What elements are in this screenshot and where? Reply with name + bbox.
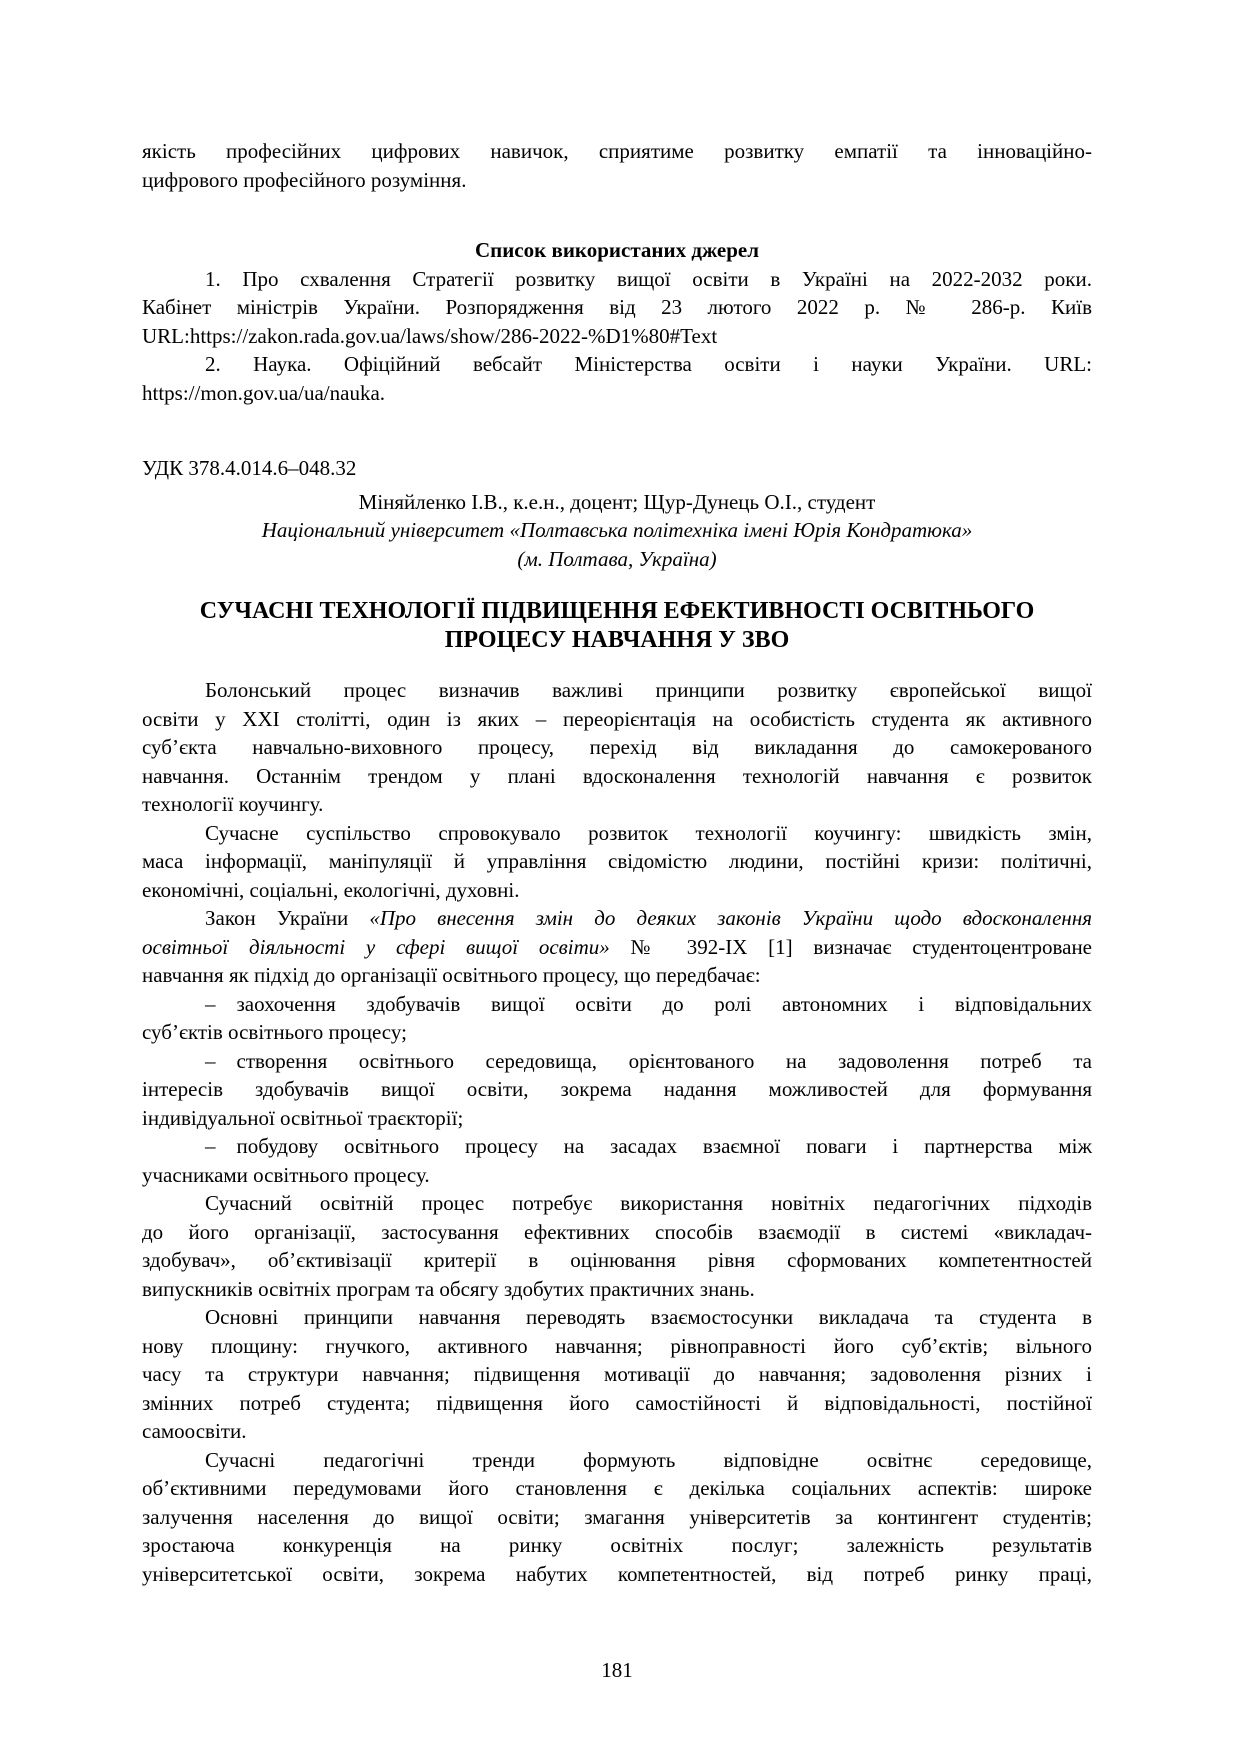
text-line xyxy=(142,379,1092,408)
text-line xyxy=(142,990,1092,1019)
text-segment: здобувач», об’єктивізації критерії в оцінювання рівня сформованих компетентностей xyxy=(142,1248,1092,1272)
text-segment: суб’єктів освітнього процесу; xyxy=(142,1020,407,1044)
text-line xyxy=(142,1189,1092,1218)
body-paragraph xyxy=(142,904,1092,990)
text-line xyxy=(142,1075,1092,1104)
text-segment: інтересів здобувачів вищої освіти, зокрема надання можливостей для формування xyxy=(142,1077,1092,1101)
text-segment: якість професійних цифрових навичок, сприятиме розвитку емпатії та інноваційно- xyxy=(142,139,1092,163)
text-line xyxy=(142,1474,1092,1503)
article-title-line: СУЧАСНІ ТЕХНОЛОГІЇ ПІДВИЩЕННЯ ЕФЕКТИВНОСТІ ОСВІТНЬОГО xyxy=(199,598,1035,624)
text-segment: – створення освітнього середовища, орієнтованого на задоволення потреб та xyxy=(205,1048,1092,1073)
text-segment: залучення населення до вищої освіти; змагання університетів за контингент студентів; xyxy=(142,1504,1092,1529)
page-number: 181 xyxy=(601,1658,633,1682)
text-line xyxy=(142,1503,1092,1532)
text-column xyxy=(142,137,1092,1685)
text-segment: цифрового професійного розуміння. xyxy=(142,167,467,192)
reference-item xyxy=(142,350,1092,407)
article-body xyxy=(142,676,1092,1588)
text-line xyxy=(142,1018,1092,1047)
text-segment: економічні, соціальні, екологічні, духовні. xyxy=(142,877,520,902)
text-segment: маса інформації, маніпуляції й управління свідомістю людини, постійні кризи: політичні, xyxy=(142,849,1092,873)
text-line xyxy=(142,322,1092,351)
text-line xyxy=(142,876,1092,905)
text-line xyxy=(142,1303,1092,1332)
text-line xyxy=(142,847,1092,876)
location-line: (м. Полтава, Україна) xyxy=(517,546,717,571)
text-line xyxy=(142,265,1092,294)
text-segment: – побудову освітнього процесу на засадах взаємної поваги і партнерства між xyxy=(205,1134,1092,1158)
text-segment: суб’єкта навчально-виховного процесу, перехід від викладання до самокерованого xyxy=(142,735,1092,759)
text-segment: 1. Про схвалення Стратегії розвитку вищої освіти в Україні на 2022-2032 роки. xyxy=(205,266,1092,291)
text-line xyxy=(142,762,1092,791)
text-line xyxy=(142,1047,1092,1076)
text-segment: Кабінет міністрів України. Розпорядження від 23 лютого 2022 р. № 286-р. Київ xyxy=(142,295,1092,319)
text-segment: Сучасний освітній процес потребує використання новітніх педагогічних підходів xyxy=(205,1191,1092,1215)
body-paragraph xyxy=(142,1446,1092,1589)
text-segment: випускників освітніх програм та обсягу здобутих практичних знань. xyxy=(142,1276,755,1301)
text-line xyxy=(142,705,1092,734)
text-line xyxy=(142,1360,1092,1389)
references-list xyxy=(142,265,1092,408)
text-line xyxy=(142,1104,1092,1133)
italic-text-segment: «Про внесення змін до деяких законів України щодо вдосконалення xyxy=(369,906,1092,930)
text-line xyxy=(142,961,1092,990)
body-paragraph xyxy=(142,1132,1092,1189)
text-segment: Сучасні педагогічні тренди формують відповідне освітнє середовище, xyxy=(205,1447,1092,1472)
text-segment: технології коучингу. xyxy=(142,792,324,816)
text-line xyxy=(142,790,1092,819)
text-line xyxy=(142,1560,1092,1589)
text-line xyxy=(142,1132,1092,1161)
text-segment: змінних потреб студента; підвищення його самостійності й відповідальності, постійної xyxy=(142,1390,1092,1415)
text-segment: освіти у XXI столітті, один із яких – переорієнтація на особистість студента як активного xyxy=(142,706,1092,731)
text-segment: 2. Наука. Офіційний вебсайт Міністерства освіти і науки України. URL: xyxy=(205,352,1092,376)
text-segment: навчання. Останнім трендом у плані вдосконалення технологій навчання є розвиток xyxy=(142,763,1092,788)
text-segment: Закон України xyxy=(205,906,370,930)
text-line xyxy=(142,733,1092,762)
text-segment: https://mon.gov.ua/ua/nauka. xyxy=(142,380,386,405)
body-paragraph xyxy=(142,990,1092,1047)
text-line xyxy=(142,933,1092,962)
text-line xyxy=(142,1389,1092,1418)
text-line xyxy=(142,166,1092,195)
text-line xyxy=(142,1446,1092,1475)
text-segment: навчання як підхід до організації освітнього процесу, що передбачає: xyxy=(142,963,761,987)
text-segment: часу та структури навчання; підвищення мотивації до навчання; задоволення різних і xyxy=(142,1362,1092,1386)
text-line xyxy=(142,1218,1092,1247)
text-line xyxy=(142,1417,1092,1446)
text-line xyxy=(142,350,1092,379)
text-line xyxy=(142,1275,1092,1304)
text-line xyxy=(142,1531,1092,1560)
text-segment: зростаюча конкуренція на ринку освітніх послуг; залежність результатів xyxy=(142,1533,1092,1557)
text-line xyxy=(142,293,1092,322)
text-segment: Сучасне суспільство спровокувало розвиток технології коучингу: швидкість змін, xyxy=(205,820,1092,845)
italic-text-segment: освітньої діяльності у сфері вищої освіти» xyxy=(142,934,610,959)
text-segment: самоосвіти. xyxy=(142,1419,247,1443)
text-line xyxy=(142,819,1092,848)
article-title-line: ПРОЦЕСУ НАВЧАННЯ У ЗВО xyxy=(444,626,790,653)
text-segment: Болонський процес визначив важливі принципи розвитку європейської вищої xyxy=(205,678,1092,702)
text-line xyxy=(142,676,1092,705)
text-line xyxy=(142,1246,1092,1275)
body-paragraph xyxy=(142,819,1092,905)
text-line xyxy=(142,1332,1092,1361)
affiliation-line: Національний університет «Полтавська політехніка імені Юрія Кондратюка» xyxy=(261,518,973,542)
text-segment: – заохочення здобувачів вищої освіти до ролі автономних і відповідальних xyxy=(205,991,1092,1016)
body-paragraph xyxy=(142,676,1092,819)
udc-line: УДК 378.4.014.6–048.32 xyxy=(142,456,357,480)
text-line xyxy=(142,904,1092,933)
previous-article-ending xyxy=(142,137,1092,194)
text-segment: до його організації, застосування ефективних способів взаємодії в системі «викладач- xyxy=(142,1219,1092,1244)
body-paragraph xyxy=(142,1189,1092,1303)
text-segment: університетської освіти, зокрема набутих компетентностей, від потреб ринку праці, xyxy=(142,1561,1092,1586)
text-segment: об’єктивними передумовами його становлення є декілька соціальних аспектів: широке xyxy=(142,1476,1092,1500)
references-heading: Список використаних джерел xyxy=(474,238,760,262)
text-segment: URL:https://zakon.rada.gov.ua/laws/show/286-2022-%D1%80#Text xyxy=(142,323,718,348)
authors-line: Міняйленко І.В., к.е.н., доцент; Щур-Дунець О.І., студент xyxy=(358,489,876,514)
text-line xyxy=(142,137,1092,166)
text-segment: № 392-IX [1] визначає студентоцентроване xyxy=(609,934,1092,959)
text-segment: учасниками освітнього процесу. xyxy=(142,1162,430,1187)
text-segment: нову площину: гнучкого, активного навчання; рівноправності його суб’єктів; вільного xyxy=(142,1333,1092,1358)
text-line xyxy=(142,1161,1092,1190)
text-segment: індивідуальної освітньої траєкторії; xyxy=(142,1105,464,1130)
article-title xyxy=(142,597,1092,654)
text-segment: Основні принципи навчання переводять взаємостосунки викладача та студента в xyxy=(205,1305,1092,1329)
body-paragraph xyxy=(142,1047,1092,1133)
body-paragraph xyxy=(142,1303,1092,1446)
reference-item xyxy=(142,265,1092,351)
